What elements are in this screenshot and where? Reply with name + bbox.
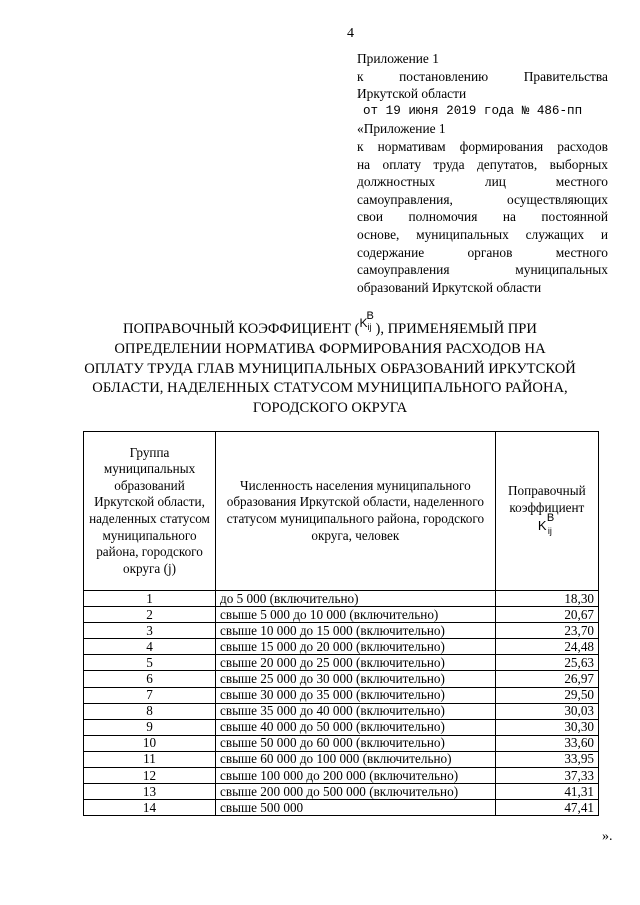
appendix-line: самоуправления, осуществляющих — [357, 191, 608, 207]
appendix-line: образований Иркутской области — [357, 279, 542, 295]
cell-coefficient: 30,30 — [495, 719, 598, 735]
cell-population: свыше 100 000 до 200 000 (включительно) — [216, 768, 496, 784]
appendix-line: основе, муниципальных служащих и — [357, 226, 608, 242]
cell-group: 6 — [84, 671, 216, 687]
table-row — [84, 784, 599, 800]
cell-group: 8 — [84, 703, 216, 719]
cell-coefficient: 37,33 — [495, 768, 598, 784]
table-row — [84, 800, 599, 816]
cell-group: 11 — [84, 751, 216, 767]
page-number: 4 — [347, 26, 354, 41]
title-line — [70, 310, 590, 340]
table-row — [84, 751, 599, 767]
cell-coefficient: 24,48 — [495, 639, 598, 655]
cell-coefficient: 30,03 — [495, 703, 598, 719]
table-row — [84, 735, 599, 751]
cell-population: свыше 25 000 до 30 000 (включительно) — [216, 671, 496, 687]
cell-population: свыше 50 000 до 60 000 (включительно) — [216, 735, 496, 751]
appendix-line: должностных лиц местного — [357, 174, 608, 190]
cell-coefficient: 25,63 — [495, 655, 598, 671]
cell-group: 4 — [84, 639, 216, 655]
cell-coefficient: 41,31 — [495, 784, 598, 800]
closing-quote-mark: ». — [602, 829, 613, 844]
cell-coefficient: 33,60 — [495, 735, 598, 751]
appendix-header — [357, 50, 608, 296]
cell-group: 7 — [84, 687, 216, 703]
cell-population: свыше 35 000 до 40 000 (включительно) — [216, 703, 496, 719]
table-body — [84, 591, 599, 816]
cell-population: свыше 30 000 до 35 000 (включительно) — [216, 687, 496, 703]
header-group: Группа муниципальных образований Иркутской области, наделенных статусом муниципального района, городского округа (j) — [84, 432, 216, 591]
cell-group: 3 — [84, 623, 216, 639]
cell-population: свыше 15 000 до 20 000 (включительно) — [216, 639, 496, 655]
coef-subscript: ij — [367, 322, 372, 333]
cell-coefficient: 23,70 — [495, 623, 598, 639]
table-row — [84, 768, 599, 784]
appendix-line: Иркутской области — [357, 86, 467, 102]
table-row — [84, 607, 599, 623]
cell-coefficient: 20,67 — [495, 607, 598, 623]
cell-coefficient: 18,30 — [495, 591, 598, 607]
coef-superscript: B — [546, 512, 555, 525]
table-row — [84, 671, 599, 687]
cell-group: 1 — [84, 591, 216, 607]
title-line: ОПЛАТУ ТРУДА ГЛАВ МУНИЦИПАЛЬНЫХ ОБРАЗОВАНИЙ ИРКУТСКОЙ — [84, 360, 576, 377]
table-row — [84, 623, 599, 639]
cell-population: свыше 60 000 до 100 000 (включительно) — [216, 751, 496, 767]
title-line: ГОРОДСКОГО ОКРУГА — [252, 400, 408, 417]
appendix-line: самоуправления муниципальных — [357, 262, 608, 278]
header-population: Численность населения муниципального образования Иркутской области, наделенного статусом муниципального района, городского округа, человек — [216, 432, 496, 591]
cell-coefficient: 26,97 — [495, 671, 598, 687]
table-row — [84, 591, 599, 607]
title-text: ПОПРАВОЧНЫЙ КОЭФФИЦИЕНТ ( — [123, 321, 360, 337]
appendix-line: к постановлению Правительства — [357, 68, 608, 84]
title-text: ), ПРИМЕНЯЕМЫЙ ПРИ — [375, 321, 537, 337]
cell-population: свыше 500 000 — [216, 800, 496, 816]
appendix-line: к нормативам формирования расходов — [357, 138, 608, 154]
appendix-line: Приложение 1 — [357, 51, 439, 66]
cell-coefficient: 47,41 — [495, 800, 598, 816]
title-line: ОПРЕДЕЛЕНИИ НОРМАТИВА ФОРМИРОВАНИЯ РАСХОДОВ НА — [114, 340, 546, 357]
cell-population: свыше 200 000 до 500 000 (включительно) — [216, 784, 496, 800]
header-coefficient-label: Поправочный коэффициент — [508, 483, 586, 515]
cell-population: свыше 40 000 до 50 000 (включительно) — [216, 719, 496, 735]
header-coefficient — [495, 432, 598, 591]
appendix-line: на оплату труда депутатов, выборных — [357, 156, 608, 172]
table-row — [84, 719, 599, 735]
coef-k: K — [359, 316, 368, 331]
appendix-line: содержание органов местного — [357, 244, 608, 260]
cell-group: 14 — [84, 800, 216, 816]
cell-group: 10 — [84, 735, 216, 751]
cell-group: 12 — [84, 768, 216, 784]
document-title — [70, 310, 590, 419]
cell-group: 13 — [84, 784, 216, 800]
cell-population: до 5 000 (включительно) — [216, 591, 496, 607]
cell-population: свыше 20 000 до 25 000 (включительно) — [216, 655, 496, 671]
cell-coefficient: 29,50 — [495, 687, 598, 703]
table-header-row — [84, 432, 599, 591]
coefficient-symbol — [359, 310, 375, 333]
cell-group: 5 — [84, 655, 216, 671]
resolution-date-number: от 19 июня 2019 года № 486-пп — [363, 103, 583, 118]
table-row — [84, 639, 599, 655]
cell-population: свыше 5 000 до 10 000 (включительно) — [216, 607, 496, 623]
cell-group: 9 — [84, 719, 216, 735]
cell-population: свыше 10 000 до 15 000 (включительно) — [216, 623, 496, 639]
coef-superscript: B — [366, 310, 374, 322]
title-line: ОБЛАСТИ, НАДЕЛЕННЫХ СТАТУСОМ МУНИЦИПАЛЬНОГО РАЙОНА, — [92, 380, 568, 397]
cell-coefficient: 33,95 — [495, 751, 598, 767]
coef-k: K — [537, 517, 547, 533]
table-row — [84, 655, 599, 671]
table-row — [84, 703, 599, 719]
appendix-line: «Приложение 1 — [357, 121, 446, 137]
cell-group: 2 — [84, 607, 216, 623]
coefficient-table — [83, 431, 599, 816]
coef-subscript: ij — [547, 525, 552, 536]
coefficient-symbol — [537, 512, 557, 536]
table-row — [84, 687, 599, 703]
appendix-line: свои полномочия на постоянной — [357, 209, 608, 225]
